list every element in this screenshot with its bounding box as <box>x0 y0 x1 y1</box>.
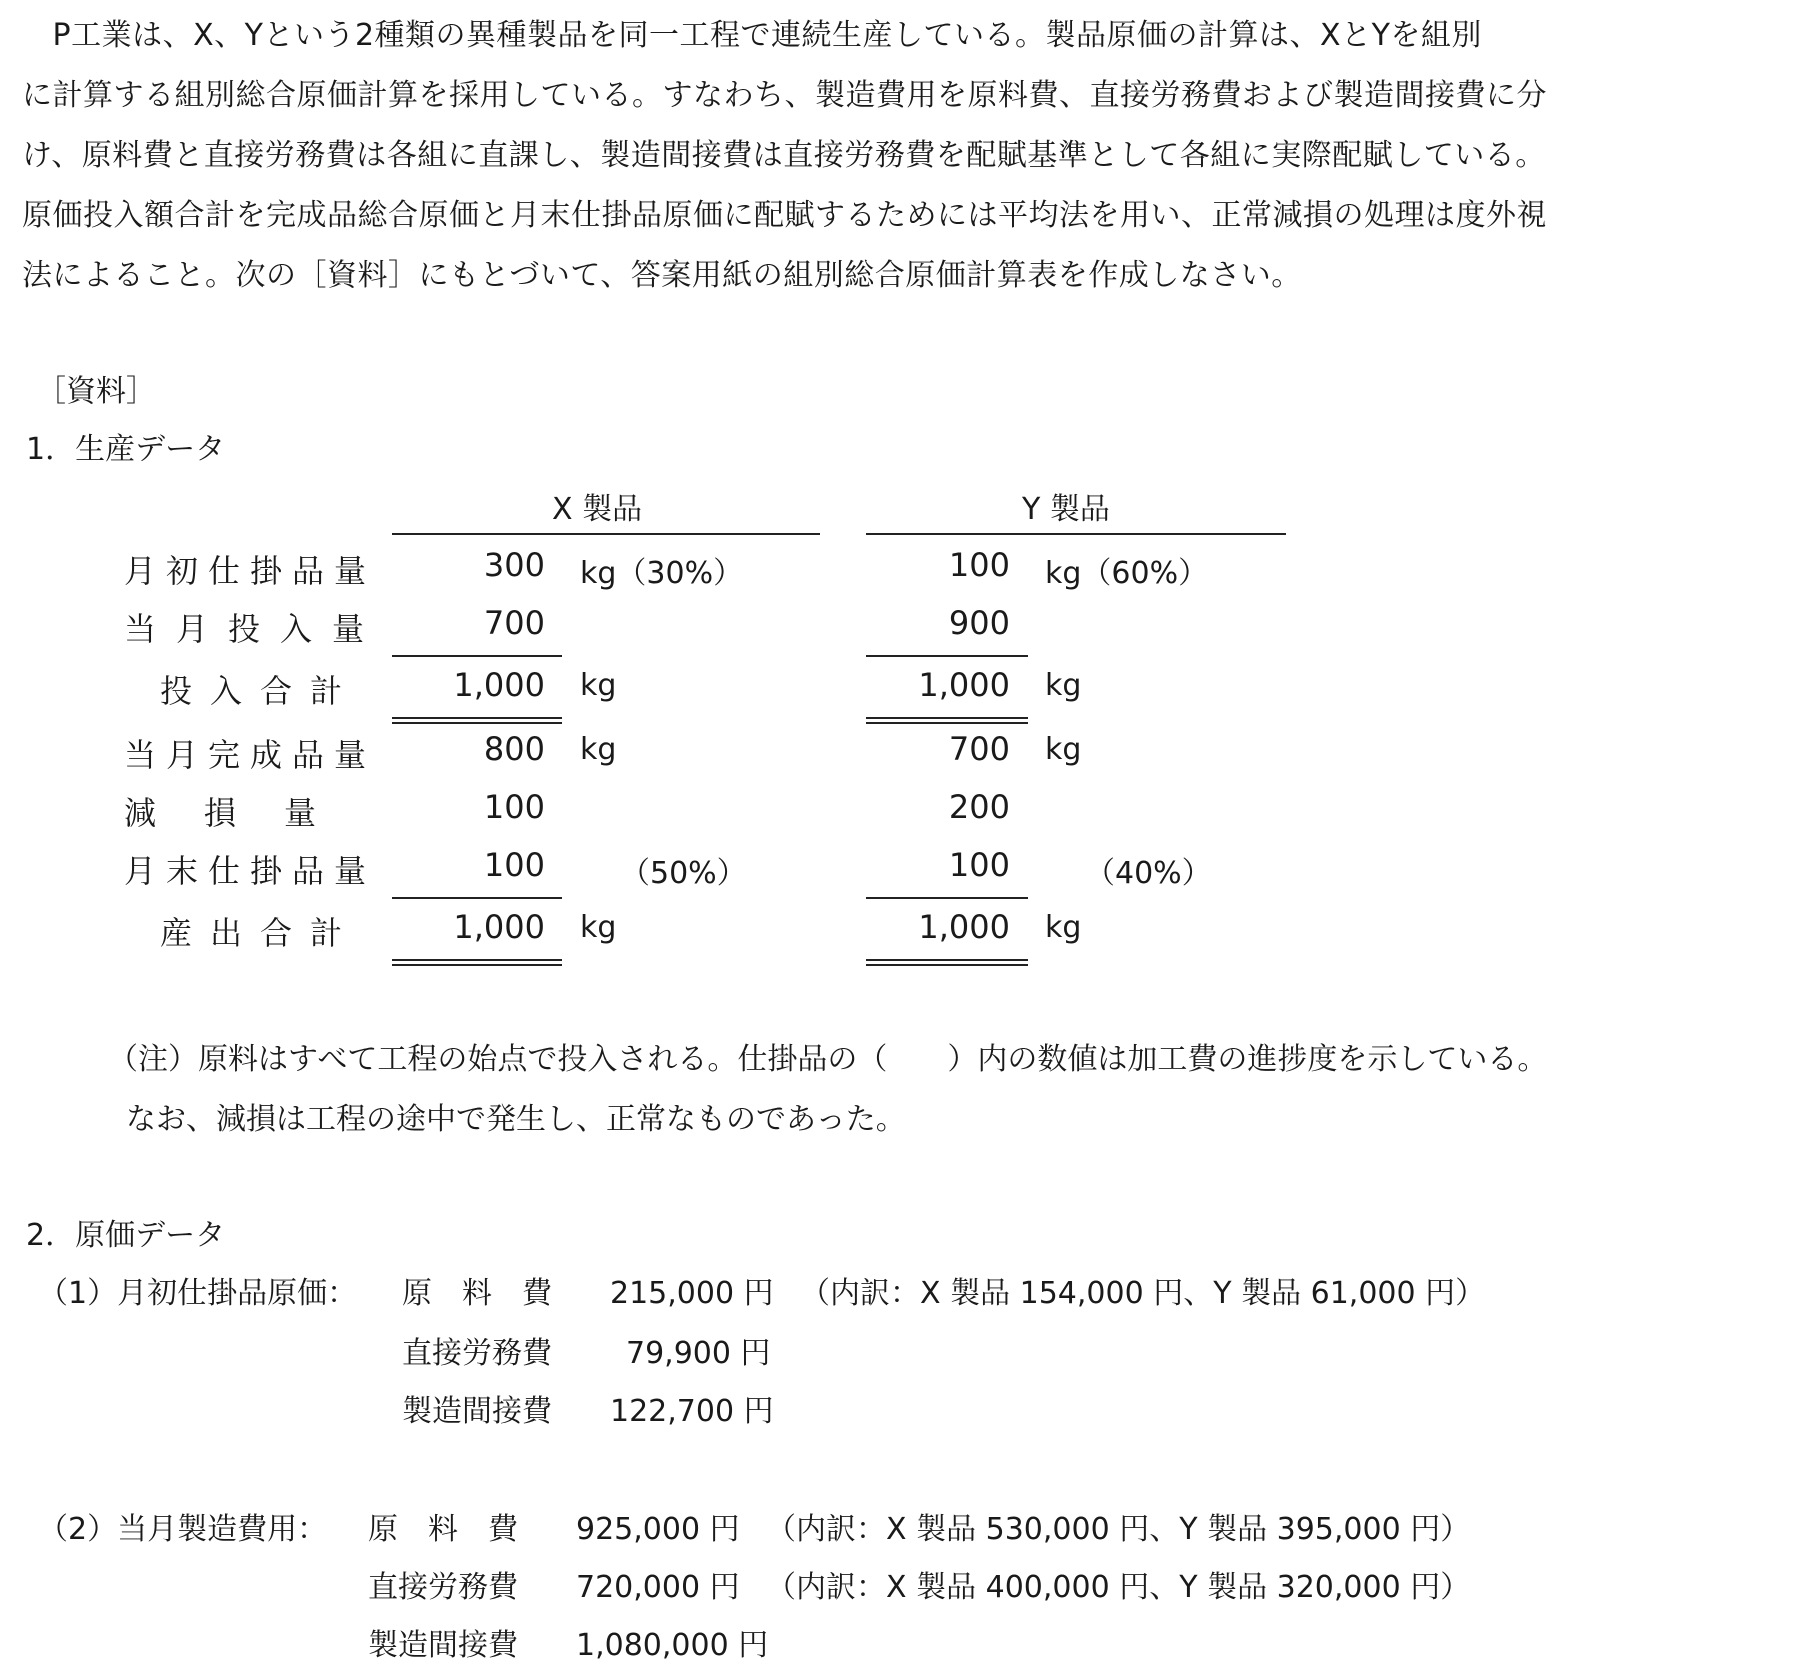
header-underline-y <box>866 533 1286 535</box>
y-opening-wip-qty: 100 <box>948 546 1010 584</box>
x-closing-wip-qty: 100 <box>483 846 545 884</box>
current-labor-amount: 720,000 円 <box>576 1570 740 1605</box>
current-labor-name: 直接労務費 <box>368 1570 518 1605</box>
x-closing-wip-progress: （50%） <box>620 856 747 891</box>
intro-line: P工業は、X、Yという2種類の異種製品を同一工程で連続生産している。製品原価の計算は、XとYを組別 <box>22 18 1482 53</box>
opening-wip-cost-label: （1）月初仕掛品原価： <box>38 1276 358 1311</box>
x-output-total-qty: 1,000 <box>453 908 545 946</box>
x-input-total-unit: kg <box>580 668 617 703</box>
row-label-closing-wip: 月末仕掛品量 <box>124 852 377 890</box>
current-material-amount: 925,000 円 <box>576 1512 740 1547</box>
y-input-total-unit: kg <box>1045 668 1082 703</box>
intro-line: に計算する組別総合原価計算を採用している。すなわち、製造費用を原料費、直接労務費および製造間接費に分 <box>22 78 1547 113</box>
total-double-rule-x-output <box>392 959 562 966</box>
x-output-total-unit: kg <box>580 910 617 945</box>
y-output-total-unit: kg <box>1045 910 1082 945</box>
x-input-total-qty: 1,000 <box>453 666 545 704</box>
row-label-spoilage: 減 損 量 <box>124 794 325 832</box>
y-completed-unit: kg <box>1045 732 1082 767</box>
x-completed-qty: 800 <box>483 730 545 768</box>
opening-material-detail: （内訳：X 製品 154,000 円、Y 製品 61,000 円） <box>800 1276 1486 1311</box>
production-heading: 1．生産データ <box>26 432 226 467</box>
current-cost-label: （2）当月製造費用： <box>38 1512 328 1547</box>
x-completed-unit: kg <box>580 732 617 767</box>
y-input-total-qty: 1,000 <box>918 666 1010 704</box>
intro-line: 法によること。次の［資料］にもとづいて、答案用紙の組別総合原価計算表を作成しなさい。 <box>22 258 1302 293</box>
row-label-completed: 当月完成品量 <box>124 736 377 774</box>
y-closing-wip-qty: 100 <box>948 846 1010 884</box>
total-double-rule-y <box>866 717 1028 724</box>
total-double-rule-y-output <box>866 959 1028 966</box>
materials-heading: ［資料］ <box>36 374 156 409</box>
y-completed-qty: 700 <box>948 730 1010 768</box>
opening-labor-name: 直接労務費 <box>402 1336 552 1371</box>
row-label-opening-wip: 月初仕掛品量 <box>124 552 377 590</box>
intro-line: 原価投入額合計を完成品総合原価と月末仕掛品原価に配賦するためには平均法を用い、正常減損の処理は度外視 <box>22 198 1547 233</box>
total-double-rule-x <box>392 717 562 724</box>
opening-overhead-name: 製造間接費 <box>402 1394 552 1429</box>
opening-overhead-amount: 122,700 円 <box>610 1394 774 1429</box>
current-material-detail: （内訳：X 製品 530,000 円、Y 製品 395,000 円） <box>766 1512 1471 1547</box>
x-current-input-qty: 700 <box>483 604 545 642</box>
current-overhead-name: 製造間接費 <box>368 1628 518 1663</box>
problem-statement <box>22 6 1762 306</box>
intro-line: け、原料費と直接労務費は各組に直課し、製造間接費は直接労務費を配賦基準として各組に実際配賦している。 <box>22 138 1546 173</box>
subtotal-rule-x <box>392 655 562 657</box>
row-label-input-total: 投入合計 <box>160 672 361 710</box>
production-note-line1: （注）原料はすべて工程の始点で投入される。仕掛品の（ ）内の数値は加工費の進捗度を示している。 <box>108 1042 1548 1077</box>
subtotal-rule-y-output <box>866 897 1028 899</box>
opening-material-name: 原 料 費 <box>402 1276 552 1311</box>
column-header-y: Y 製品 <box>1022 492 1110 527</box>
x-opening-wip-unit: kg（30%） <box>580 556 744 591</box>
x-opening-wip-qty: 300 <box>483 546 545 584</box>
column-header-x: X 製品 <box>552 492 643 527</box>
current-overhead-amount: 1,080,000 円 <box>576 1628 769 1663</box>
y-current-input-qty: 900 <box>948 604 1010 642</box>
opening-labor-amount: 79,900 円 <box>626 1336 771 1371</box>
subtotal-rule-y <box>866 655 1028 657</box>
y-closing-wip-progress: （40%） <box>1085 856 1212 891</box>
cost-heading: 2．原価データ <box>26 1218 226 1253</box>
current-material-name: 原 料 費 <box>368 1512 518 1547</box>
row-label-output-total: 産出合計 <box>160 914 361 952</box>
y-output-total-qty: 1,000 <box>918 908 1010 946</box>
x-spoilage-qty: 100 <box>483 788 545 826</box>
y-spoilage-qty: 200 <box>948 788 1010 826</box>
current-labor-detail: （内訳：X 製品 400,000 円、Y 製品 320,000 円） <box>766 1570 1471 1605</box>
subtotal-rule-x-output <box>392 897 562 899</box>
opening-material-amount: 215,000 円 <box>610 1276 774 1311</box>
y-opening-wip-unit: kg（60%） <box>1045 556 1209 591</box>
production-note-line2: なお、減損は工程の途中で発生し、正常なものであった。 <box>126 1102 906 1137</box>
header-underline-x <box>392 533 820 535</box>
row-label-current-input: 当月投入量 <box>124 610 385 648</box>
